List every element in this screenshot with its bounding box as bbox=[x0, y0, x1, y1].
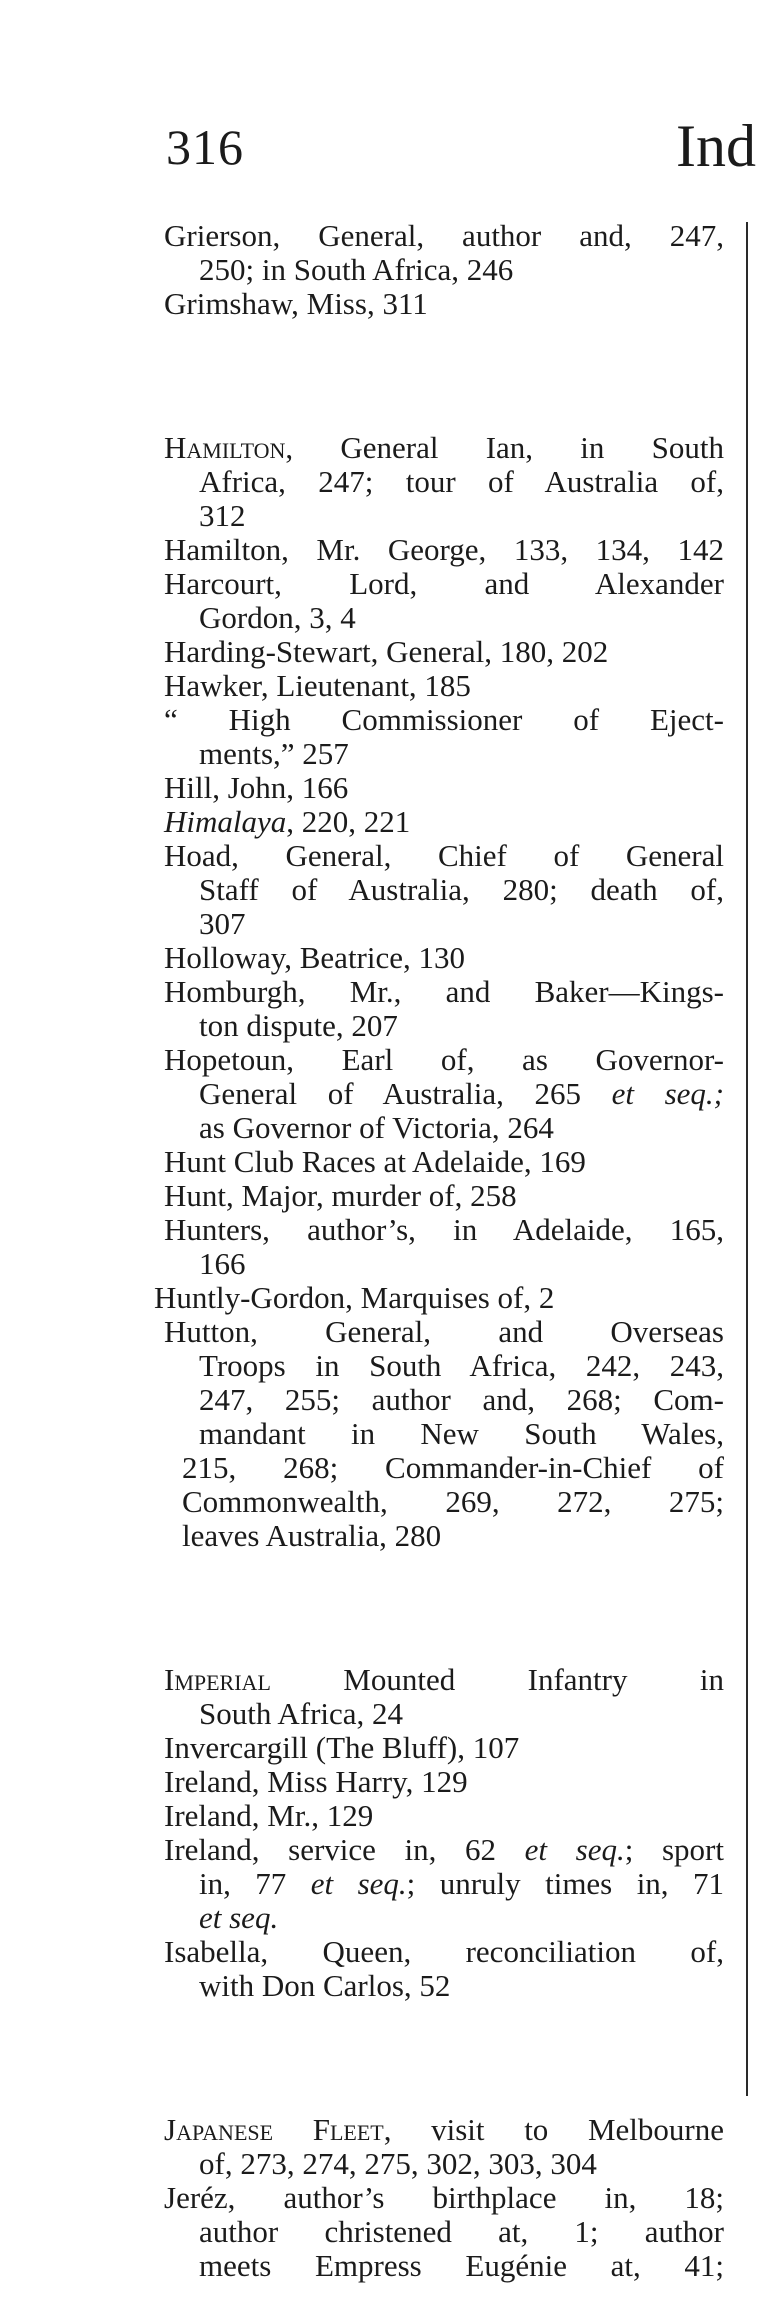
entry-line: Grierson, General, author and, 247, bbox=[164, 218, 724, 253]
index-entry bbox=[164, 635, 724, 669]
entry-line: mandant in New South Wales, bbox=[199, 1416, 724, 1451]
entry-headword: Hamilton bbox=[164, 430, 286, 465]
entry-line: Ireland, service in, 62 et seq.; sport bbox=[164, 1832, 724, 1867]
entry-line: in, 77 et seq.; unruly times in, 71 bbox=[199, 1866, 724, 1901]
entry-line: Harcourt, Lord, and Alexander bbox=[164, 566, 724, 601]
entry-line: Himalaya, 220, 221 bbox=[164, 804, 411, 839]
entry-line: Jeréz, author’s birthplace in, 18; bbox=[164, 2180, 724, 2215]
index-entry bbox=[164, 839, 724, 941]
entry-line: Holloway, Beatrice, 130 bbox=[164, 940, 466, 975]
index-entry bbox=[164, 669, 724, 703]
entry-line: 250; in South Africa, 246 bbox=[199, 252, 514, 287]
entry-line: 166 bbox=[199, 1246, 246, 1281]
entry-line: Grimshaw, Miss, 311 bbox=[164, 286, 428, 321]
section-gap bbox=[164, 2003, 724, 2113]
entry-line: Hoad, General, Chief of General bbox=[164, 838, 724, 873]
entry-line: et seq. bbox=[199, 1900, 279, 1935]
entry-headword: Japanese Fleet bbox=[164, 2112, 384, 2147]
entry-line: of, 273, 274, 275, 302, 303, 304 bbox=[199, 2146, 597, 2181]
entry-line: with Don Carlos, 52 bbox=[199, 1968, 451, 2003]
entry-line: Commonwealth, 269, 272, 275; bbox=[182, 1484, 724, 1519]
entry-line: Japanese Fleet, visit to Melbourne bbox=[164, 2112, 724, 2147]
entry-line: Hunt Club Races at Adelaide, 169 bbox=[164, 1144, 586, 1179]
entry-line: Imperial Mounted Infantry in bbox=[164, 1662, 724, 1697]
entry-line: meets Empress Eugénie at, 41; bbox=[199, 2248, 724, 2283]
entry-line: Hutton, General, and Overseas bbox=[164, 1314, 724, 1349]
entry-line: ton dispute, 207 bbox=[199, 1008, 398, 1043]
entry-headword: Imperial bbox=[164, 1662, 271, 1697]
index-entry bbox=[164, 2113, 724, 2181]
entry-line: Africa, 247; tour of Australia of, bbox=[199, 464, 724, 499]
entry-line: Hamilton, General Ian, in South bbox=[164, 430, 724, 465]
page-number: 316 bbox=[166, 119, 244, 175]
index-entry bbox=[164, 1833, 724, 1935]
entry-line: Hunters, author’s, in Adelaide, 165, bbox=[164, 1212, 724, 1247]
index-entry bbox=[164, 1731, 724, 1765]
index-entry bbox=[164, 1145, 724, 1179]
entry-line: Invercargill (The Bluff), 107 bbox=[164, 1730, 520, 1765]
entry-line: South Africa, 24 bbox=[199, 1696, 404, 1731]
entry-line: Harding-Stewart, General, 180, 202 bbox=[164, 634, 609, 669]
entry-headword: Himalaya bbox=[164, 804, 287, 839]
index-entry bbox=[164, 805, 724, 839]
section-gap bbox=[164, 321, 724, 431]
index-entry bbox=[164, 1213, 724, 1281]
section-gap bbox=[164, 1553, 724, 1663]
index-entry bbox=[164, 567, 724, 635]
index-entry bbox=[164, 941, 724, 975]
entry-line: 307 bbox=[199, 906, 246, 941]
index-entry bbox=[164, 1043, 724, 1145]
index-entry bbox=[164, 1935, 724, 2003]
entry-line: Hopetoun, Earl of, as Governor- bbox=[164, 1042, 724, 1077]
index-entry bbox=[164, 1315, 724, 1553]
column-rule bbox=[746, 222, 748, 2096]
entry-line: Ireland, Mr., 129 bbox=[164, 1798, 374, 1833]
entry-line: author christened at, 1; author bbox=[199, 2214, 724, 2249]
entry-line: Isabella, Queen, reconciliation of, bbox=[164, 1934, 724, 1969]
entry-line: 215, 268; Commander-in-Chief of bbox=[182, 1450, 724, 1485]
entry-line: Homburgh, Mr., and Baker—Kings- bbox=[164, 974, 724, 1009]
index-entry bbox=[164, 287, 724, 321]
entry-line: as Governor of Victoria, 264 bbox=[199, 1110, 554, 1145]
index-entry bbox=[164, 975, 724, 1043]
entry-line: Hunt, Major, murder of, 258 bbox=[164, 1178, 517, 1213]
index-column bbox=[154, 218, 724, 2283]
index-entry bbox=[164, 771, 724, 805]
entry-line: 247, 255; author and, 268; Com- bbox=[199, 1382, 724, 1417]
index-entry bbox=[164, 1799, 724, 1833]
index-entry bbox=[164, 1663, 724, 1731]
entry-line: Ireland, Miss Harry, 129 bbox=[164, 1764, 468, 1799]
running-head: Ind bbox=[676, 113, 756, 179]
entry-line: Hawker, Lieutenant, 185 bbox=[164, 668, 471, 703]
entry-line: Troops in South Africa, 242, 243, bbox=[199, 1348, 724, 1383]
entry-line: Huntly-Gordon, Marquises of, 2 bbox=[154, 1280, 555, 1315]
index-entry bbox=[164, 1765, 724, 1799]
index-entry bbox=[164, 219, 724, 287]
index-entry bbox=[164, 703, 724, 771]
entry-line: 312 bbox=[199, 498, 246, 533]
entry-line: General of Australia, 265 et seq.; bbox=[199, 1076, 724, 1111]
index-entry bbox=[164, 1179, 724, 1213]
index-entry bbox=[164, 2181, 724, 2283]
index-entry bbox=[154, 1280, 724, 1315]
index-entry bbox=[164, 533, 724, 567]
index-entry bbox=[164, 431, 724, 533]
entry-line: Gordon, 3, 4 bbox=[199, 600, 356, 635]
entry-line: Hill, John, 166 bbox=[164, 770, 349, 805]
entry-line: Hamilton, Mr. George, 133, 134, 142 bbox=[164, 532, 724, 567]
entry-line: leaves Australia, 280 bbox=[182, 1518, 442, 1553]
entry-line: “ High Commissioner of Eject- bbox=[164, 702, 724, 737]
entry-line: ments,” 257 bbox=[199, 736, 349, 771]
entry-line: Staff of Australia, 280; death of, bbox=[199, 872, 724, 907]
